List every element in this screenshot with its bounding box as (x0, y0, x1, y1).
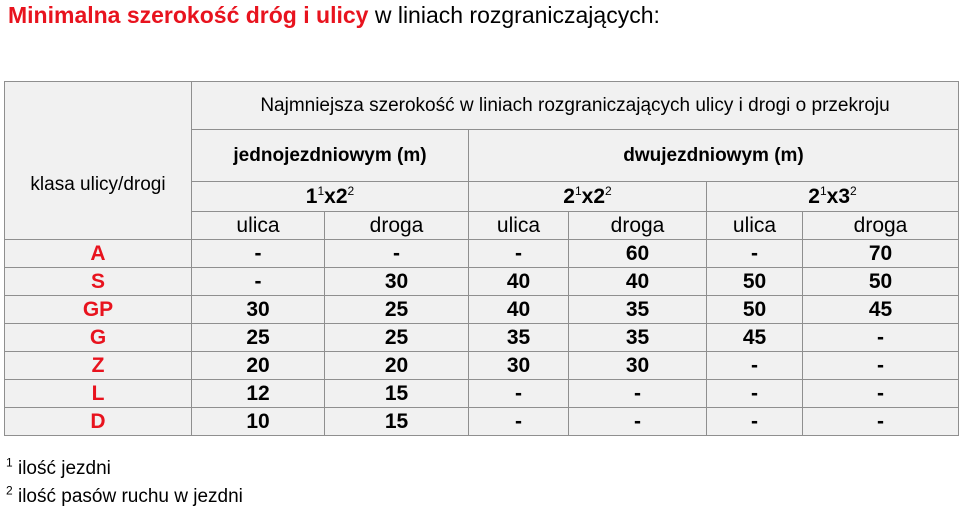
value-cell: 12 (192, 380, 325, 408)
value-cell: - (803, 324, 959, 352)
value-cell: 35 (569, 296, 707, 324)
subheader-cell: ulica (192, 212, 325, 240)
value-cell: 15 (325, 408, 469, 436)
value-cell: 40 (469, 268, 569, 296)
group-header-2x2: $2^1x2^2$ (469, 182, 707, 212)
footnote-2: $^2$ ilość pasów ruchu w jezdni (6, 483, 243, 507)
value-cell: - (803, 408, 959, 436)
table-row (5, 408, 959, 436)
value-cell: 60 (569, 240, 707, 268)
single-carriageway-header: jednojezdniowym (m) (192, 130, 469, 182)
value-cell: 10 (192, 408, 325, 436)
subheader-cell: droga (803, 212, 959, 240)
value-cell: 35 (469, 324, 569, 352)
value-cell: - (803, 380, 959, 408)
value-cell: 50 (707, 296, 803, 324)
value-cell: - (803, 352, 959, 380)
table-row (5, 240, 959, 268)
footnote-1: $^1$ ilość jezdni (6, 455, 111, 479)
value-cell: 20 (325, 352, 469, 380)
value-cell: - (469, 240, 569, 268)
main-header: Najmniejsza szerokość w liniach rozgraniczających ulicy i drogi o przekroju (192, 82, 959, 130)
title-rest: w liniach rozgraniczających: (368, 2, 660, 28)
table-row (5, 324, 959, 352)
value-cell: 40 (469, 296, 569, 324)
value-cell: 50 (803, 268, 959, 296)
group-header-2x3: $2^1x3^2$ (707, 182, 959, 212)
value-cell: - (192, 268, 325, 296)
value-cell: - (707, 352, 803, 380)
value-cell: 25 (325, 296, 469, 324)
table-row (5, 296, 959, 324)
table-row (5, 380, 959, 408)
value-cell: - (707, 380, 803, 408)
class-cell: L (5, 380, 192, 408)
value-cell: 30 (325, 268, 469, 296)
subheader-cell: ulica (469, 212, 569, 240)
class-cell: A (5, 240, 192, 268)
value-cell: 15 (325, 380, 469, 408)
class-header: klasa ulicy/drogi (5, 130, 192, 240)
value-cell: 45 (803, 296, 959, 324)
value-cell: 35 (569, 324, 707, 352)
subheader-cell: droga (325, 212, 469, 240)
subheader-cell: droga (569, 212, 707, 240)
value-cell: - (707, 408, 803, 436)
table-row (5, 352, 959, 380)
value-cell: 30 (569, 352, 707, 380)
value-cell: 25 (192, 324, 325, 352)
page-title (8, 2, 660, 29)
dual-carriageway-header: dwujezdniowym (m) (469, 130, 959, 182)
value-cell: - (707, 240, 803, 268)
table-row (5, 268, 959, 296)
value-cell: - (325, 240, 469, 268)
class-cell: G (5, 324, 192, 352)
title-bold-part: Minimalna szerokość dróg i ulicy (8, 2, 369, 28)
value-cell: 50 (707, 268, 803, 296)
value-cell: 45 (707, 324, 803, 352)
value-cell: 40 (569, 268, 707, 296)
value-cell: - (192, 240, 325, 268)
value-cell: - (569, 408, 707, 436)
value-cell: - (569, 380, 707, 408)
value-cell: 20 (192, 352, 325, 380)
class-cell: D (5, 408, 192, 436)
class-cell: S (5, 268, 192, 296)
value-cell: 30 (192, 296, 325, 324)
value-cell: 70 (803, 240, 959, 268)
value-cell: - (469, 380, 569, 408)
width-table (4, 81, 959, 436)
class-cell: GP (5, 296, 192, 324)
value-cell: - (469, 408, 569, 436)
class-cell: Z (5, 352, 192, 380)
value-cell: 25 (325, 324, 469, 352)
subheader-cell: ulica (707, 212, 803, 240)
group-header-1x2: $1^1x2^2$ (192, 182, 469, 212)
value-cell: 30 (469, 352, 569, 380)
